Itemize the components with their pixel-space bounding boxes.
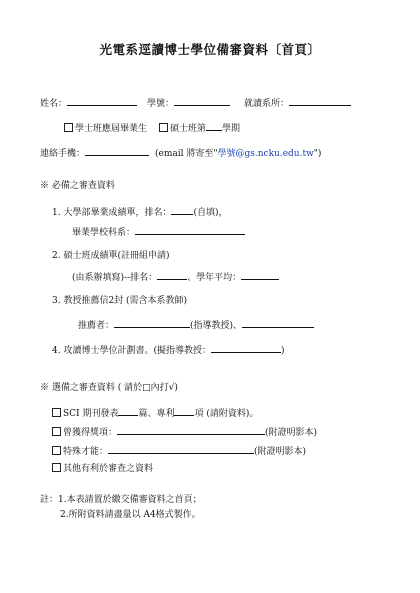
phone-row bbox=[40, 146, 321, 160]
required-item-3-sub bbox=[78, 318, 314, 332]
sci-suffix: 項 (請附資料)。 bbox=[194, 409, 259, 419]
note-1: 註：1.本表請置於繳交備審資料之首頁； bbox=[40, 495, 202, 505]
item4-suffix: ) bbox=[280, 346, 285, 356]
school-label: 畢業學校科系： bbox=[72, 228, 136, 238]
rank-field[interactable] bbox=[171, 205, 193, 215]
optional-item-3 bbox=[52, 444, 306, 458]
required-item-4 bbox=[52, 343, 284, 357]
required-item-2: 2. 碩士班成績單(註冊組申請) bbox=[52, 251, 170, 261]
item4-label: 4. 攻讀博士學位計劃書。(擬指導教授： bbox=[52, 346, 211, 356]
sci-label: SCI 期刊發表 bbox=[63, 409, 119, 419]
email-note-link: 學號@gs.ncku.edu.tw bbox=[217, 149, 314, 159]
name-label: 姓名： bbox=[40, 99, 68, 109]
sci-checkbox[interactable] bbox=[52, 408, 61, 417]
item1-label: 1. 大學部畢業成績單，排名： bbox=[52, 208, 172, 218]
advisor-recommender-field[interactable] bbox=[114, 318, 190, 328]
optional-item-1 bbox=[52, 406, 258, 420]
awards-checkbox[interactable] bbox=[52, 427, 61, 436]
awards-field[interactable] bbox=[117, 425, 265, 435]
intended-advisor-field[interactable] bbox=[211, 343, 281, 353]
item2-sub-label: (由系辦填寫)--排名： bbox=[72, 273, 158, 283]
sci-mid: 篇、專利 bbox=[138, 409, 175, 419]
recommender-label: 推薦者： bbox=[78, 321, 115, 331]
phone-label: 連絡手機： bbox=[40, 149, 86, 159]
master-checkbox[interactable] bbox=[159, 123, 168, 132]
optional-item-2 bbox=[52, 425, 317, 439]
note-2: 2.所附資料請盡量以 A4格式製作。 bbox=[60, 510, 201, 520]
required-item-2-sub bbox=[72, 270, 279, 284]
awards-suffix: (附證明影本) bbox=[265, 428, 318, 438]
status-options-row bbox=[64, 121, 240, 135]
dept-label: 就讀系所： bbox=[244, 99, 290, 109]
item1-suffix: (自填)， bbox=[193, 208, 228, 218]
undergrad-checkbox[interactable] bbox=[64, 123, 73, 132]
page-title: 光電系逕讀博士學位備審資料〔首頁〕 bbox=[99, 42, 321, 57]
basic-info-row bbox=[40, 96, 351, 110]
item2-sub-mid: 、學年平均： bbox=[187, 273, 242, 283]
talents-field[interactable] bbox=[108, 444, 254, 454]
semester-field[interactable] bbox=[206, 121, 222, 131]
recommender-mid: (指導教授)、 bbox=[190, 321, 243, 331]
talents-label: 特殊才能： bbox=[63, 447, 109, 457]
master-option-label: 碩士班第 bbox=[170, 124, 207, 134]
talents-suffix: (附證明影本) bbox=[254, 447, 307, 457]
student-id-label: 學號： bbox=[147, 99, 175, 109]
optional-heading: ※ 選備之審查資料 ( 請於□內打√) bbox=[40, 383, 178, 393]
email-note-prefix: (email 將寄至" bbox=[155, 149, 218, 159]
other-materials-label: 其他有利於審查之資料 bbox=[63, 464, 154, 474]
optional-item-4 bbox=[52, 463, 153, 475]
school-field[interactable] bbox=[135, 225, 245, 235]
name-field[interactable] bbox=[67, 96, 137, 106]
email-note-suffix: ") bbox=[313, 149, 322, 159]
semester-suffix: 學期 bbox=[222, 124, 241, 134]
dept-field[interactable] bbox=[289, 96, 351, 106]
patent-count-field[interactable] bbox=[174, 406, 194, 416]
master-rank-field[interactable] bbox=[157, 270, 187, 280]
sci-count-field[interactable] bbox=[118, 406, 138, 416]
required-heading: ※ 必備之審查資料 bbox=[40, 181, 115, 191]
awards-label: 曾獲得獎項： bbox=[63, 428, 118, 438]
required-item-1 bbox=[52, 205, 227, 219]
phone-field[interactable] bbox=[85, 146, 149, 156]
annual-average-field[interactable] bbox=[241, 270, 279, 280]
other-materials-checkbox[interactable] bbox=[52, 463, 61, 472]
second-recommender-field[interactable] bbox=[242, 318, 314, 328]
required-item-1-school bbox=[72, 225, 245, 239]
required-item-3: 3. 教授推薦信2封 (需含本系教師) bbox=[52, 296, 188, 306]
undergrad-option-label: 學士班應屆畢業生 bbox=[75, 124, 148, 134]
student-id-field[interactable] bbox=[174, 96, 230, 106]
talents-checkbox[interactable] bbox=[52, 446, 61, 455]
